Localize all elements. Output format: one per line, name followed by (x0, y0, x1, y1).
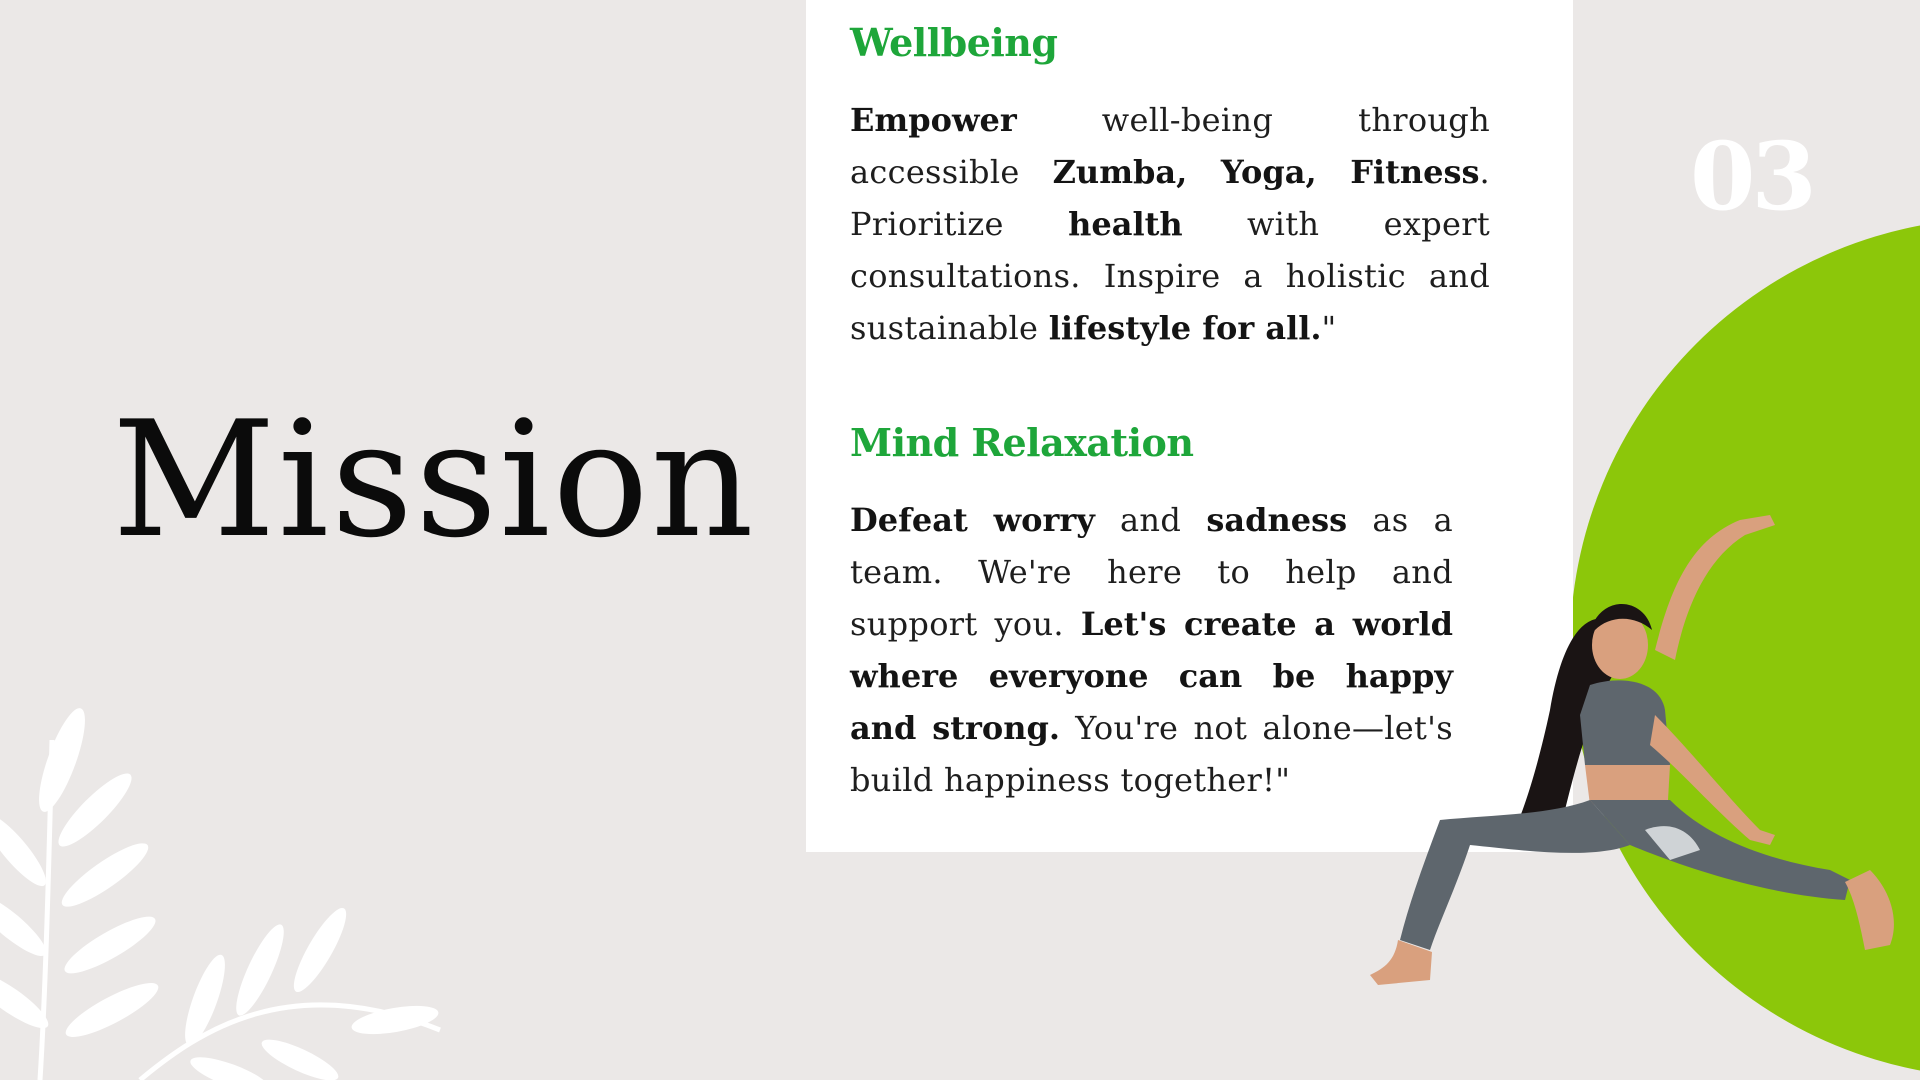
leaf-branch-icon (0, 700, 460, 1080)
wellbeing-text-4: " (1321, 309, 1337, 347)
wellbeing-heading: Wellbeing (850, 20, 1058, 65)
wellbeing-bold-3: health (1068, 205, 1183, 243)
wellbeing-bold-1: Empower (850, 101, 1017, 139)
mind-text-2: as a team. We're here to help and support you. (850, 501, 1454, 643)
mind-text-3: You're not alone—let's build happiness together!" (850, 709, 1453, 799)
mind-text-1: and (1094, 501, 1207, 539)
page-number: 03 (1690, 122, 1813, 232)
mind-bold-2: sadness (1206, 501, 1348, 539)
mind-relaxation-heading: Mind Relaxation (850, 420, 1194, 465)
mind-bold-3: Let's create a world where everyone can be happy and strong. (850, 605, 1453, 747)
page-title: Mission (112, 386, 756, 573)
wellbeing-bold-2: Zumba, Yoga, Fitness (1052, 153, 1480, 191)
wellbeing-text-2: . Prioritize (850, 153, 1490, 243)
wellbeing-paragraph (850, 94, 1490, 354)
wellbeing-text-1: well-being through accessible (850, 101, 1490, 191)
yoga-woman-illustration (1290, 500, 1920, 1040)
mind-bold-1: Defeat worry (850, 501, 1095, 539)
wellbeing-bold-4: lifestyle for all. (1048, 309, 1322, 347)
wellbeing-text-3: with expert consultations. Inspire a holistic and sustainable (850, 205, 1490, 347)
